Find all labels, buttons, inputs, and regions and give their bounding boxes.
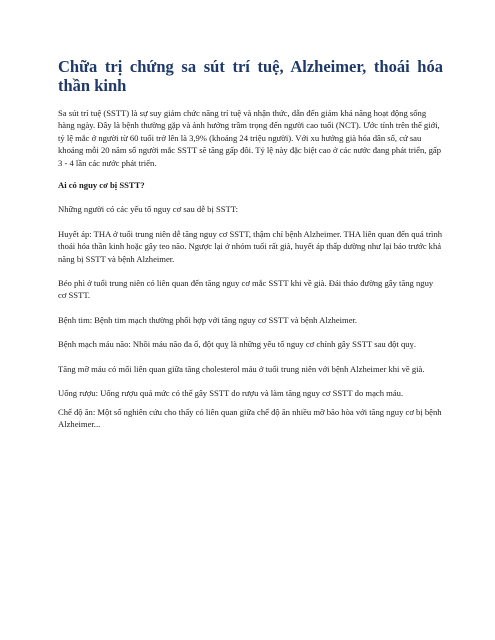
heart-disease-paragraph: Bệnh tim: Bệnh tim mạch thường phối hợp với tăng nguy cơ SSTT và bệnh Alzheimer.: [58, 314, 358, 325]
document-page: [58, 58, 443, 430]
blood-pressure-paragraph: Huyết áp: THA ở tuổi trung niên dễ tăng nguy cơ SSTT, thậm chí bệnh Alzheimer. THA liên quan đến quá trình thoái hóa thần kinh hoặc gây teo não. Ngược lại ở nhóm tuổi rất già, huyết áp thấp dường như lại báo trước khả năng bị SSTT và bệnh Alzheimer.: [58, 228, 443, 264]
alcohol-paragraph: Uống rượu: Uống rượu quá mức có thể gây SSTT do rượu và làm tăng nguy cơ SSTT do mạch máu.: [58, 388, 404, 399]
cerebrovascular-paragraph: Bệnh mạch máu não: Nhồi máu não đa ổ, đột quỵ là những yếu tố nguy cơ chính gây SSTT sau đột quỵ.: [58, 339, 416, 350]
diet-paragraph: Chế độ ăn: Một số nghiên cứu cho thấy có liên quan giữa chế độ ăn nhiều mỡ bão hòa với tăng nguy cơ bị bệnh Alzheimer...: [58, 406, 442, 429]
intro-paragraph: Sa sút trí tuệ (SSTT) là sự suy giảm chức năng trí tuệ và nhận thức, dẫn đến giảm khả năng hoạt động sống hàng ngày. Đây là bệnh thường gặp và ảnh hưởng trầm trọng đến người cao tuổi (NCT). Ước tính trên thế giới, tỷ lệ mắc ở người từ 60 tuổi trở lên là 3,9% (khoảng 24 triệu người). Với xu hướng già hóa dân số, cứ sau khoảng mỗi 20 năm số người mắc SSTT sẽ tăng gấp đôi. Tỷ lệ này đặc biệt cao ở các nước đang phát triển, gấp 3 - 4 lần các nước phát triển.: [58, 108, 441, 168]
cholesterol-paragraph: Tăng mỡ máu có mối liên quan giữa tăng cholesterol máu ở tuổi trung niên với bệnh Alzheimer khi về già.: [58, 363, 425, 374]
document-title: Chữa trị chứng sa sút trí tuệ, Alzheimer, thoái hóa thần kinh: [58, 57, 443, 95]
risk-intro-paragraph: Những người có các yếu tố nguy cơ sau dễ bị SSTT:: [58, 204, 239, 215]
obesity-paragraph: Béo phì ở tuổi trung niên có liên quan đến tăng nguy cơ mắc SSTT khi về già. Đái tháo đường gây tăng nguy cơ SSTT.: [58, 278, 434, 301]
section-heading: Ai có nguy cơ bị SSTT?: [58, 180, 145, 191]
